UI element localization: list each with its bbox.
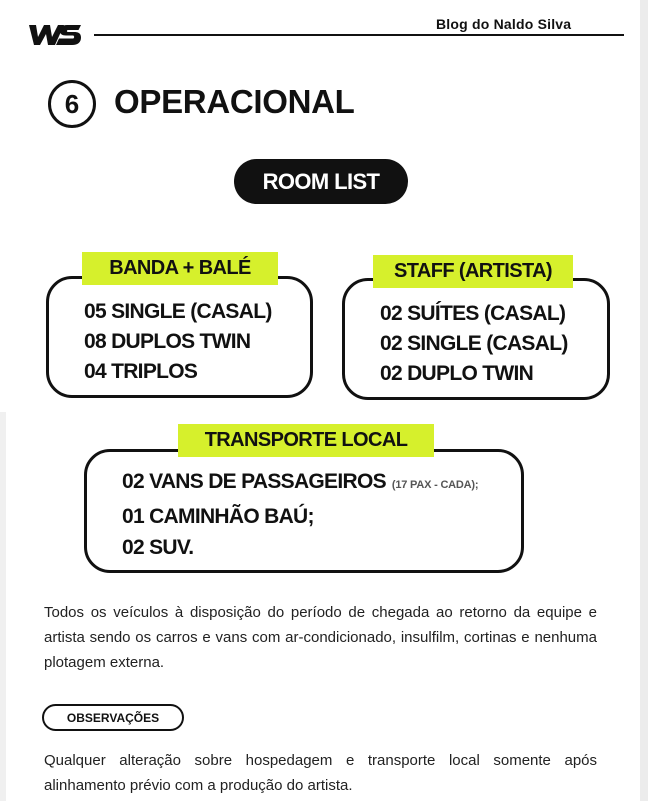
transporte-local-tag: TRANSPORTE LOCAL bbox=[178, 424, 434, 457]
list-item: 02 SINGLE (CASAL) bbox=[380, 332, 568, 355]
room-list-label: ROOM LIST bbox=[234, 159, 408, 204]
list-item-text: 01 CAMINHÃO BAÚ; bbox=[122, 505, 314, 528]
section-title: OPERACIONAL bbox=[114, 83, 355, 120]
list-item bbox=[122, 501, 478, 532]
ws-logo-graphic bbox=[26, 22, 84, 48]
vehicles-description: Todos os veículos à disposição do período de chegada ao retorno da equipe e artista sendo os carros e vans com ar-condicionado, insulfilm, cortinas e nenhuma plotagem externa. bbox=[44, 604, 597, 671]
list-item: 02 DUPLO TWIN bbox=[380, 362, 534, 385]
list-item: 05 SINGLE (CASAL) bbox=[84, 300, 272, 323]
banda-bale-tag: BANDA + BALÉ bbox=[82, 252, 278, 285]
list-item: 04 TRIPLOS bbox=[84, 360, 198, 383]
observations-label: OBSERVAÇÕES bbox=[42, 704, 184, 731]
transporte-local-list bbox=[122, 466, 478, 563]
list-item-note: (17 PAX - CADA); bbox=[391, 479, 479, 491]
list-item bbox=[122, 466, 478, 501]
list-item-text: 02 SUV. bbox=[122, 536, 194, 559]
page-edge-shade-left bbox=[0, 412, 6, 801]
list-item: 08 DUPLOS TWIN bbox=[84, 330, 251, 353]
page-edge-shade bbox=[640, 0, 648, 801]
ws-logo bbox=[26, 22, 84, 48]
blog-name: Blog do Naldo Silva bbox=[436, 16, 572, 32]
header-rule bbox=[94, 34, 624, 36]
banda-bale-list bbox=[84, 297, 272, 387]
staff-artista-list bbox=[380, 299, 568, 389]
list-item-text: 02 VANS DE PASSAGEIROS bbox=[122, 470, 386, 493]
list-item bbox=[122, 532, 478, 563]
list-item: 02 SUÍTES (CASAL) bbox=[380, 302, 566, 325]
section-number: 6 bbox=[48, 80, 96, 128]
staff-artista-tag: STAFF (ARTISTA) bbox=[373, 255, 573, 288]
observations-text: Qualquer alteração sobre hospedagem e transporte local somente após alinhamento prévio com a produção do artista. bbox=[44, 752, 597, 794]
